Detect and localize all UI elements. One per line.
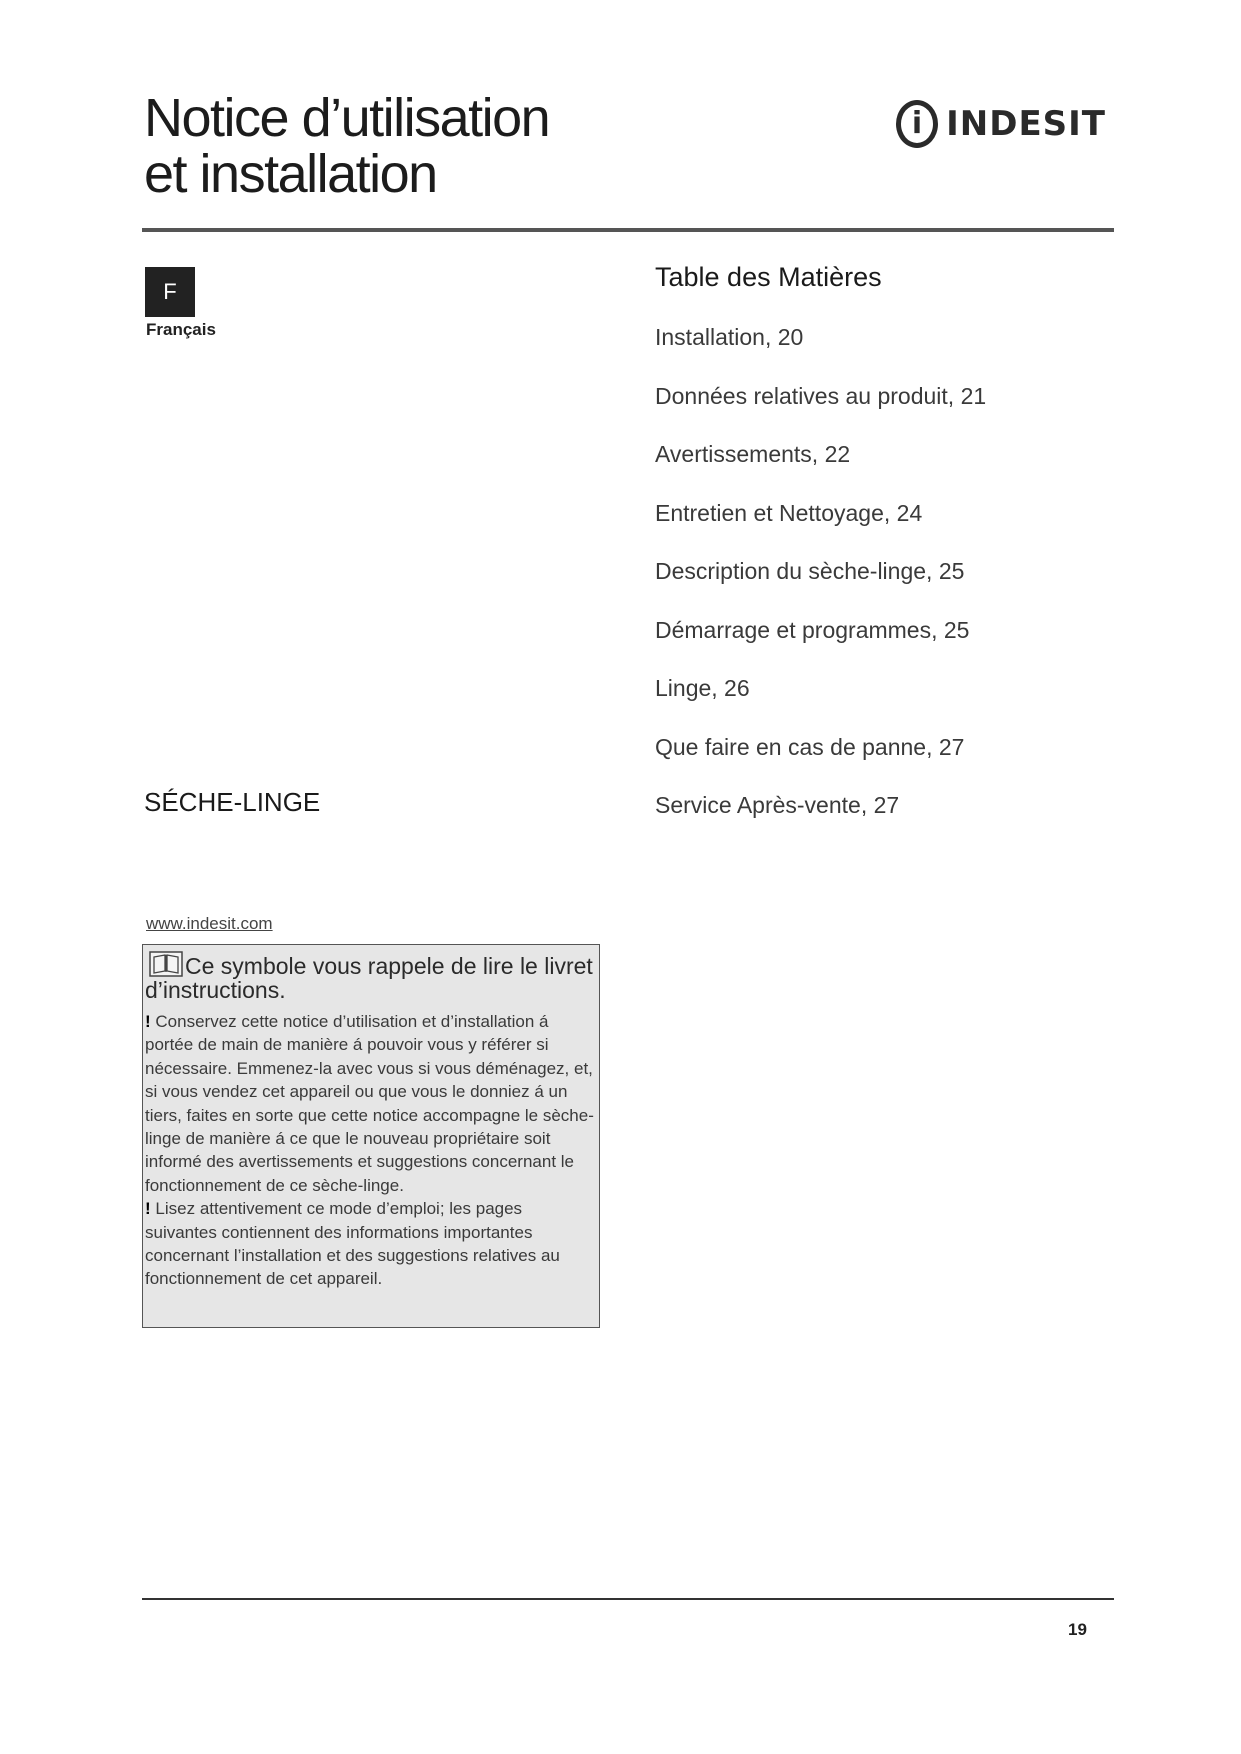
- document-title: [144, 90, 549, 202]
- notice-text-2: Lisez attentivement ce mode d’emploi; les pages suivantes contiennent des informations importantes concernant l’installation et des suggestions relatives au fonctionnement de cet appareil.: [145, 1199, 560, 1289]
- title-line-2: et installation: [144, 144, 437, 204]
- brand-name: INDESIT: [946, 104, 1106, 144]
- notice-paragraph-1: [145, 1010, 596, 1197]
- toc-item[interactable]: Démarrage et programmes, 25: [655, 616, 970, 643]
- table-of-contents: [655, 320, 986, 847]
- website-link[interactable]: www.indesit.com: [146, 914, 273, 933]
- warning-mark: !: [145, 1199, 151, 1219]
- page-number: 19: [1068, 1620, 1087, 1639]
- language-label: Français: [146, 320, 216, 339]
- notice-heading: Ce symbole vous rappele de lire le livret d’instructions.: [145, 953, 593, 1003]
- toc-item[interactable]: Installation, 20: [655, 324, 804, 350]
- toc-item[interactable]: Linge, 26: [655, 675, 750, 701]
- notice-heading-row: [145, 951, 596, 1002]
- toc-item[interactable]: Service Après-vente, 27: [655, 792, 900, 818]
- book-icon: [149, 951, 183, 977]
- language-code-badge: F: [145, 267, 195, 317]
- top-divider: [142, 228, 1114, 232]
- notice-box: [142, 944, 600, 1328]
- warning-mark: !: [145, 1012, 151, 1031]
- toc-item[interactable]: Avertissements, 22: [655, 441, 851, 467]
- info-circle-icon: i: [896, 100, 938, 148]
- toc-item[interactable]: Données relatives au produit, 21: [655, 382, 987, 409]
- product-name: SÉCHE-LINGE: [144, 787, 321, 817]
- toc-title: Table des Matières: [655, 262, 882, 292]
- notice-paragraph-2: [145, 1197, 596, 1291]
- title-line-1: Notice d’utilisation: [144, 88, 550, 148]
- toc-item[interactable]: Que faire en cas de panne, 27: [655, 733, 965, 760]
- indesit-logo: [896, 94, 1106, 154]
- notice-text-1: Conservez cette notice d’utilisation et d’installation á portée de main de manière á pouvoir vous y référer si nécessaire. Emmenez-la avec vous si vous déménagez, et, si vous vendez cet appareil ou que vous le donniez á un tiers, faites en sorte que cette notice accompagne le sèche-linge de manière á ce que le nouveau propriétaire soit informé des avertissements et suggestions concernant le fonctionnement de ce sèche-linge.: [145, 1012, 594, 1195]
- toc-item[interactable]: Description du sèche-linge, 25: [655, 558, 965, 584]
- toc-item[interactable]: Entretien et Nettoyage, 24: [655, 499, 923, 526]
- bottom-divider: [142, 1598, 1114, 1600]
